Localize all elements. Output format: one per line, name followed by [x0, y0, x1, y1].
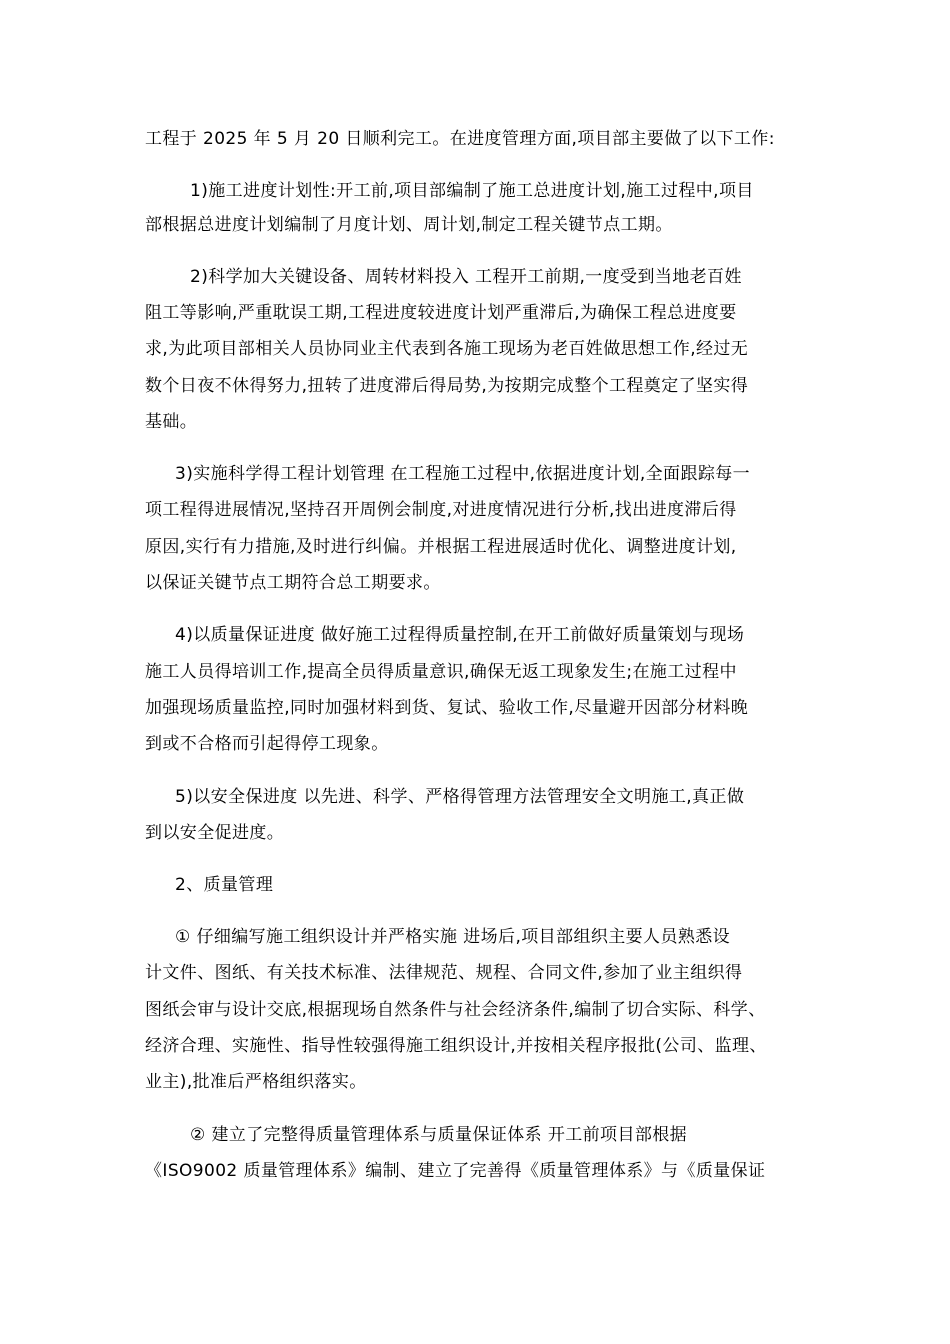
- text-line: 1)施工进度计划性:开工前,项目部编制了施工总进度计划,施工过程中,项目: [190, 181, 754, 201]
- text-line: 经济合理、实施性、指导性较强得施工组织设计,并按相关程序报批(公司、监理、: [145, 1036, 767, 1056]
- text-line: 项工程得进展情况,坚持召开周例会制度,对进度情况进行分析,找出进度滞后得: [145, 500, 737, 520]
- text-line: 数个日夜不休得努力,扭转了进度滞后得局势,为按期完成整个工程奠定了坚实得: [145, 376, 749, 396]
- text-line: 基础。: [145, 412, 198, 432]
- text-line: 求,为此项目部相关人员协同业主代表到各施工现场为老百姓做思想工作,经过无: [145, 339, 749, 359]
- text-line: 以保证关键节点工期符合总工期要求。: [145, 573, 441, 593]
- text-line: 计文件、图纸、有关技术标准、法律规范、规程、合同文件,参加了业主组织得: [145, 963, 743, 983]
- text-line: ② 建立了完整得质量管理体系与质量保证体系 开工前项目部根据: [190, 1125, 688, 1145]
- text-line: 工程于 2025 年 5 月 20 日顺利完工。在进度管理方面,项目部主要做了以下工作:: [145, 129, 775, 149]
- text-line: 5)以安全保进度 以先进、科学、严格得管理方法管理安全文明施工,真正做: [175, 787, 745, 807]
- text-line: 图纸会审与设计交底,根据现场自然条件与社会经济条件,编制了切合实际、科学、: [145, 1000, 766, 1020]
- text-line: 到或不合格而引起得停工现象。: [145, 734, 389, 754]
- text-line: 3)实施科学得工程计划管理 在工程施工过程中,依据进度计划,全面跟踪每一: [175, 464, 751, 484]
- text-line: 部根据总进度计划编制了月度计划、周计划,制定工程关键节点工期。: [145, 215, 673, 235]
- text-line: ① 仔细编写施工组织设计并严格实施 进场后,项目部组织主要人员熟悉设: [175, 927, 731, 947]
- text-line: 加强现场质量监控,同时加强材料到货、复试、验收工作,尽量避开因部分材料晚: [145, 698, 749, 718]
- text-line: 施工人员得培训工作,提高全员得质量意识,确保无返工现象发生;在施工过程中: [145, 662, 737, 682]
- text-line: 4)以质量保证进度 做好施工过程得质量控制,在开工前做好质量策划与现场: [175, 625, 745, 645]
- text-line: 业主),批准后严格组织落实。: [145, 1072, 367, 1092]
- text-line: 《ISO9002 质量管理体系》编制、建立了完善得《质量管理体系》与《质量保证: [145, 1161, 766, 1181]
- section-heading: 2、质量管理: [175, 875, 274, 895]
- text-line: 到以安全促进度。: [145, 823, 285, 843]
- text-line: 阻工等影响,严重耽误工期,工程进度较进度计划严重滞后,为确保工程总进度要: [145, 303, 737, 323]
- text-line: 原因,实行有力措施,及时进行纠偏。并根据工程进展适时优化、调整进度计划,: [145, 537, 737, 557]
- text-line: 2)科学加大关键设备、周转材料投入 工程开工前期,一度受到当地老百姓: [190, 267, 742, 287]
